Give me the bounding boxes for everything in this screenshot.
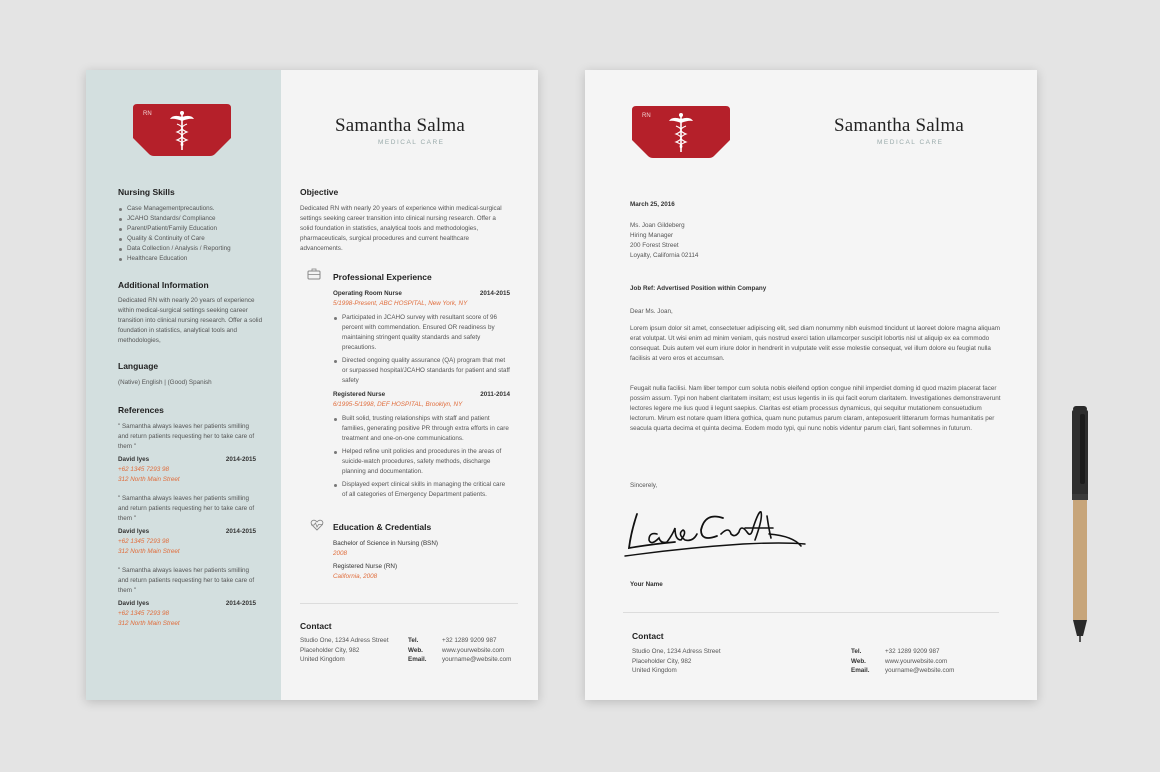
- address-line: United Kingdom: [300, 656, 345, 663]
- reference-name: David Iyes: [118, 528, 150, 535]
- list-item: Data Collection / Analysis / Reporting: [118, 244, 268, 254]
- education-title: Bachelor of Science in Nursing (BSN): [333, 540, 438, 547]
- email-label: Email.: [408, 656, 427, 663]
- tel-value: +32 1289 9209 987: [885, 648, 940, 655]
- list-item: Displayed expert clinical skills in managing the critical care of all categories of Emergency Department patients.: [333, 480, 510, 500]
- divider: [623, 612, 999, 613]
- web-value: www.yourwebsite.com: [885, 657, 948, 665]
- closing: Sincerely,: [630, 482, 658, 489]
- education-heading: Education & Credentials: [333, 522, 432, 532]
- job-entry: [333, 289, 510, 386]
- contact-details: [408, 636, 518, 665]
- reference-item: [118, 494, 256, 557]
- recipient-line: 200 Forest Street: [630, 242, 679, 249]
- letter-date: March 25, 2016: [630, 201, 675, 208]
- briefcase-icon: [307, 268, 321, 280]
- heartbeat-icon: [310, 519, 324, 531]
- address-line: Studio One, 1234 Adress Street: [632, 648, 721, 655]
- web-label: Web.: [408, 646, 423, 654]
- tel-label: Tel.: [851, 648, 862, 655]
- additional-heading: Additional Information: [118, 280, 209, 290]
- reference-item: [118, 566, 256, 629]
- email-value: yourname@website.com: [885, 667, 955, 674]
- reference-address: 312 North Main Street: [118, 548, 180, 555]
- contact-address: [632, 647, 762, 676]
- list-item: Directed ongoing quality assurance (QA) program that met or surpassed hospital/JCAHO standards for patient and staff safety: [333, 356, 510, 386]
- language-text: (Native) English | (Good) Spanish: [118, 379, 212, 386]
- contact-address: [300, 636, 410, 665]
- email-value: yourname@website.com: [442, 656, 512, 663]
- job-years: 2011-2014: [480, 391, 510, 398]
- job-place: 6/1995-5/1998, DEF HOSPITAL, Brooklyn, NY: [333, 401, 463, 408]
- reference-quote: " Samantha always leaves her patients smilling and return patients requesting her to take care of them ": [118, 423, 255, 450]
- contact-heading: Contact: [300, 621, 332, 631]
- job-entry: [333, 390, 510, 500]
- rn-badge: [632, 106, 730, 158]
- education-detail: 2008: [333, 550, 348, 557]
- objective-text: Dedicated RN with nearly 20 years of experience within medical-surgical settings seeking career transition into clinical nursing research. Offer a solid foundation in statistics, analytical tools and methodologies, pharmaceuticals, surgical procedures and current healthcare advancements.: [300, 205, 502, 252]
- reference-quote: " Samantha always leaves her patients smilling and return patients requesting her to take care of them ": [118, 495, 255, 522]
- letter-paragraph: Lorem ipsum dolor sit amet, consectetuer adipiscing elit, sed diam nonummy nibh euismod tincidunt ut laoreet dolore magna aliquam erat volutpat. Ut wisi enim ad minim veniam, quis nostrud exerci tation ullamcorper suscipit lobortis nisl ut aliquip ex ea commodo consequat. Duis autem vel eum iriure dolor in hendrerit in vulputate velit esse molestie consequat, vel illum dolore eu feugiat nulla facilisis at vero eros et accumsan.: [630, 325, 1000, 362]
- list-item: Quality & Continuity of Care: [118, 234, 268, 244]
- list-item: Participated in JCAHO survey with resultant score of 96 percent with commendation. Ensured OR readiness by maintaining stringent quality standards and safety precautions.: [333, 313, 510, 353]
- badge-label: RN: [143, 111, 152, 117]
- letter-paragraph: Feugait nulla facilisi. Nam liber tempor cum soluta nobis eleifend option congue nihil imperdiet doming id quod mazim placerat facer possim assum. Typi non habent claritatem insitam; est usus legentis in iis qui facit eorum claritatem. Investigationes demonstraverunt lectores legere me lius quod ii legunt saepius. Claritas est etiam processus dynamicus, qui sequitur mutationem consuetudium lectorum. Mirum est notare quam littera gothica, quam nunc putamus parum claram, anteposuerit litterarum formas humanitatis per seacula quarta decima et quinta decima. Eodem modo typi, qui nunc nobis videntur parum clari, fiant sollemnes in futurum.: [630, 385, 1001, 432]
- reference-years: 2014-2015: [225, 528, 256, 535]
- reference-name: David Iyes: [118, 600, 150, 607]
- contact-details: [851, 647, 981, 676]
- resume-name: Samantha Salma: [335, 115, 465, 136]
- letter-subtitle: MEDICAL CARE: [877, 139, 944, 146]
- skills-list: [118, 204, 268, 264]
- list-item: JCAHO Standards/ Compliance: [118, 214, 268, 224]
- reference-phone: +62 1345 7293 98: [118, 538, 169, 545]
- recipient-line: Hiring Manager: [630, 232, 674, 239]
- education-title: Registered Nurse (RN): [333, 563, 398, 570]
- job-title: Registered Nurse: [333, 391, 386, 398]
- web-label: Web.: [851, 657, 866, 665]
- education-entry: [333, 562, 510, 582]
- list-item: Case Managementprecautions.: [118, 204, 268, 214]
- signature-name: Your Name: [630, 581, 663, 588]
- objective-heading: Objective: [300, 187, 339, 197]
- salutation: Dear Ms. Joan,: [630, 308, 673, 315]
- language-heading: Language: [118, 361, 159, 371]
- recipient-block: [630, 221, 830, 261]
- badge-label: RN: [642, 113, 651, 119]
- tel-value: +32 1289 9209 987: [442, 637, 497, 644]
- reference-quote: " Samantha always leaves her patients smilling and return patients requesting her to take care of them ": [118, 567, 255, 594]
- address-line: Studio One, 1234 Adress Street: [300, 637, 389, 644]
- recipient-line: Loyalty, California 02114: [630, 252, 699, 259]
- address-line: Placeholder City, 982: [632, 657, 692, 665]
- job-years: 2014-2015: [479, 290, 510, 297]
- list-item: Built solid, trusting relationships with staff and patient families, generating positive PR through extra efforts in care treatment and one-on-one communications.: [333, 414, 510, 444]
- contact-heading: Contact: [632, 631, 664, 641]
- skills-heading: Nursing Skills: [118, 187, 175, 197]
- web-value: www.yourwebsite.com: [442, 646, 505, 654]
- letter-name: Samantha Salma: [834, 115, 964, 136]
- reference-address: 312 North Main Street: [118, 620, 180, 627]
- reference-address: 312 North Main Street: [118, 476, 180, 483]
- tel-label: Tel.: [408, 637, 419, 644]
- rn-badge: [133, 104, 231, 156]
- education-detail: California, 2008: [333, 573, 378, 580]
- additional-text: Dedicated RN with nearly 20 years of experience within medical-surgical settings seeking career transition into clinical nursing research. Offer a solid foundation in statistics, analytical tools and methodologies,: [118, 297, 263, 344]
- job-place: 5/1998-Present, ABC HOSPITAL, New York, NY: [333, 300, 468, 307]
- address-line: Placeholder City, 982: [300, 646, 360, 654]
- pen-icon: [1068, 404, 1092, 644]
- reference-years: 2014-2015: [225, 456, 256, 463]
- recipient-line: Ms. Joan Gildeberg: [630, 222, 685, 229]
- references-heading: References: [118, 405, 164, 415]
- reference-phone: +62 1345 7293 98: [118, 610, 169, 617]
- education-entry: [333, 539, 510, 559]
- reference-item: [118, 422, 256, 485]
- cover-letter-page: [585, 70, 1037, 700]
- email-label: Email.: [851, 667, 870, 674]
- resume-subtitle: MEDICAL CARE: [378, 139, 445, 146]
- signature: [623, 504, 813, 562]
- job-reference: Job Ref: Advertised Position within Company: [630, 285, 767, 292]
- job-title: Operating Room Nurse: [333, 290, 402, 297]
- reference-phone: +62 1345 7293 98: [118, 466, 169, 473]
- address-line: United Kingdom: [632, 667, 677, 674]
- list-item: Healthcare Education: [118, 254, 268, 264]
- resume-page: [86, 70, 538, 700]
- experience-heading: Professional Experience: [333, 272, 432, 282]
- list-item: Helped refine unit policies and procedures in the areas of suicide-watch procedures, safety methods, discharge planning and documentation.: [333, 447, 510, 477]
- divider: [300, 603, 518, 604]
- reference-name: David Iyes: [118, 456, 150, 463]
- list-item: Parent/Patient/Family Education: [118, 224, 268, 234]
- reference-years: 2014-2015: [225, 600, 256, 607]
